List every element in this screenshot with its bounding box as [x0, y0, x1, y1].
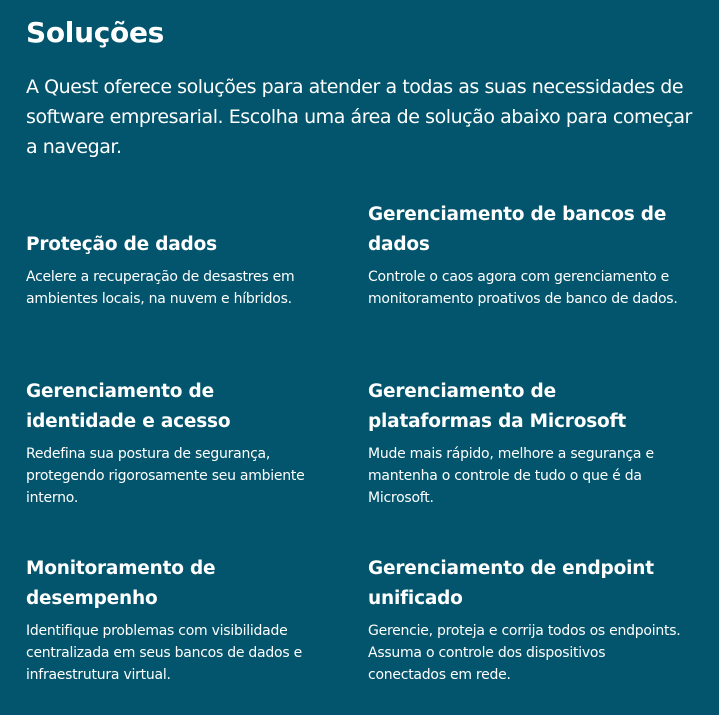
- solution-card-data-protection[interactable]: [26, 230, 326, 310]
- solution-description: Controle o caos agora com gerenciamento e monitoramento proativos de banco de dados.: [368, 269, 678, 307]
- solution-title[interactable]: Gerenciamento de plataformas da Microsoft: [368, 381, 627, 432]
- solution-description: Mude mais rápido, melhore a segurança e mantenha o controle de tudo o que é da Microsoft.: [368, 446, 654, 506]
- solution-card-microsoft-platform[interactable]: [368, 377, 683, 509]
- solution-title[interactable]: Monitoramento de desempenho: [26, 558, 216, 609]
- solution-description: Acelere a recuperação de desastres em ambientes locais, na nuvem e híbridos.: [26, 269, 295, 307]
- solution-card-identity-access[interactable]: [26, 377, 326, 509]
- solution-description: Identifique problemas com visibilidade centralizada em seus bancos de dados e infraestrutura virtual.: [26, 623, 302, 683]
- solution-title[interactable]: Gerenciamento de identidade e acesso: [26, 381, 231, 432]
- solution-description: Gerencie, proteja e corrija todos os endpoints. Assuma o controle dos dispositivos conectados em rede.: [368, 623, 681, 683]
- solution-card-database-management[interactable]: [368, 200, 683, 310]
- solution-title[interactable]: Gerenciamento de endpoint unificado: [368, 558, 654, 609]
- solution-description: Redefina sua postura de segurança, protegendo rigorosamente seu ambiente interno.: [26, 446, 305, 506]
- solution-card-performance-monitoring[interactable]: [26, 554, 326, 686]
- solution-title[interactable]: Proteção de dados: [26, 234, 217, 255]
- page-title: Soluções: [26, 16, 165, 49]
- page-intro: A Quest oferece soluções para atender a todas as suas necessidades de software empresarial. Escolha uma área de solução abaixo para começar a navegar.: [26, 76, 692, 158]
- solution-card-endpoint-management[interactable]: [368, 554, 683, 686]
- solution-title[interactable]: Gerenciamento de bancos de dados: [368, 204, 667, 255]
